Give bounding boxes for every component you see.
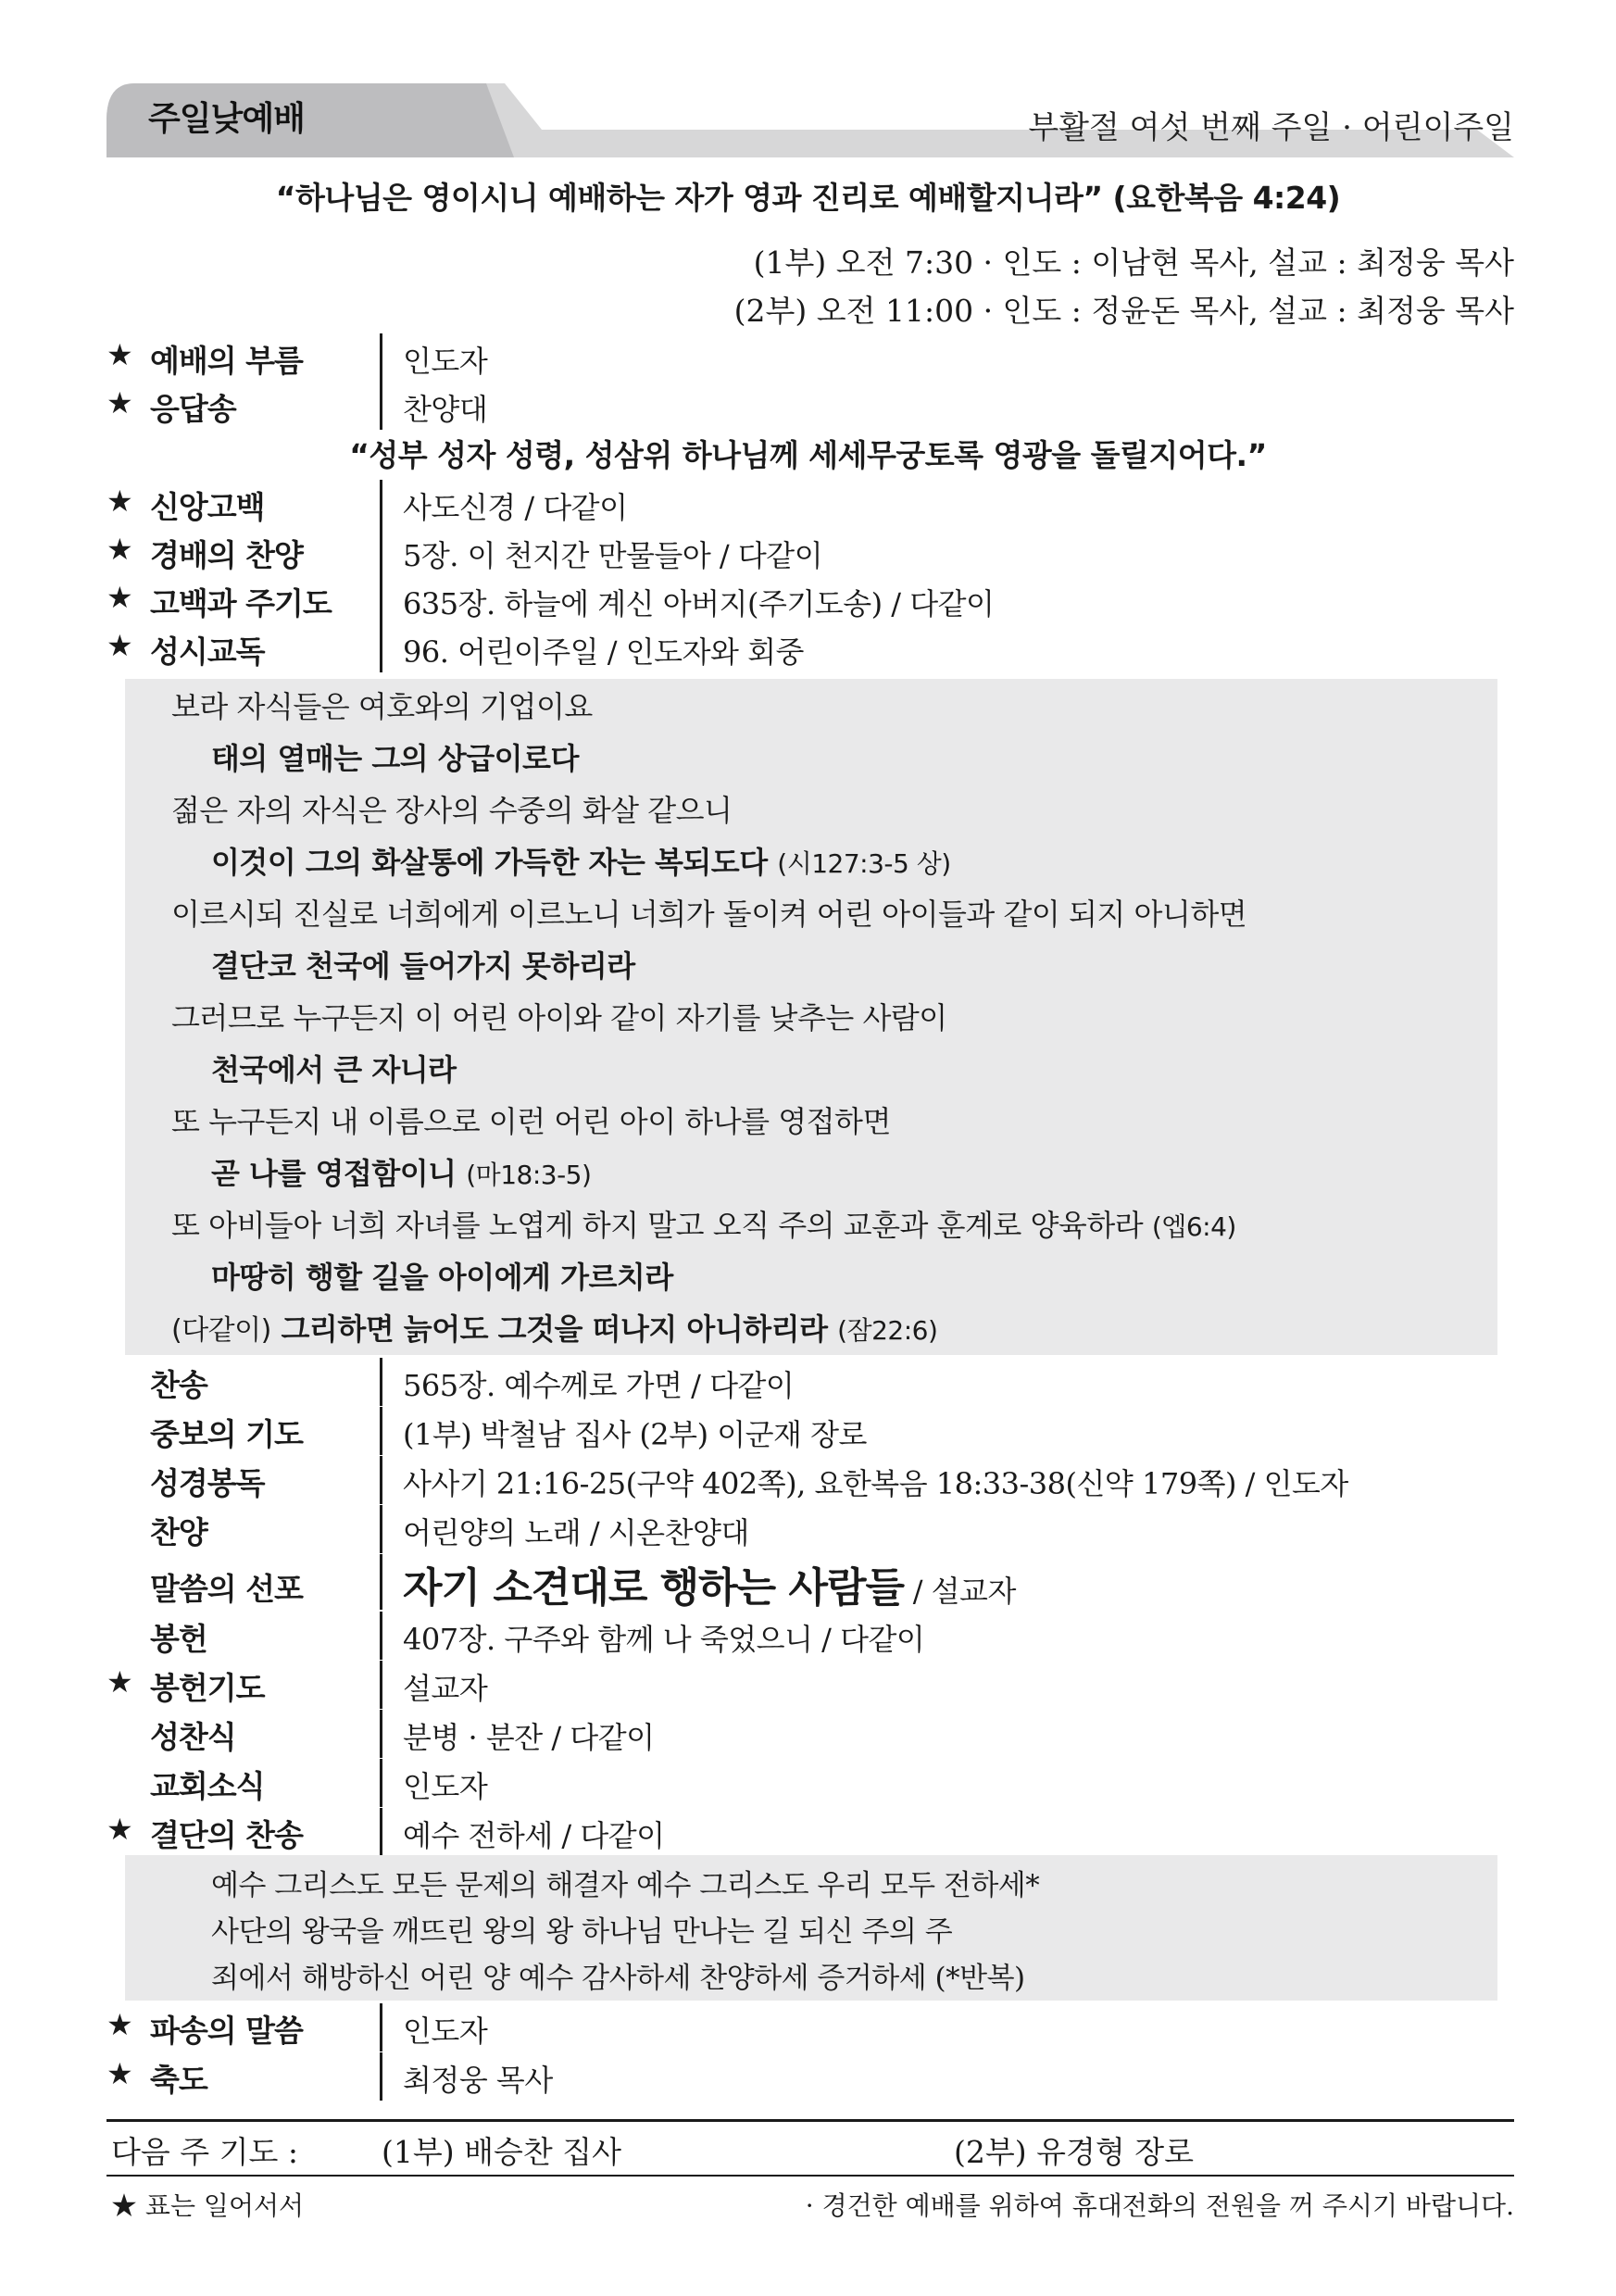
order-name: 축도	[150, 2062, 207, 2098]
order-content: 인도자	[403, 1769, 488, 1804]
divider	[380, 528, 382, 576]
order-content: 인도자	[403, 2014, 488, 2049]
order-name: 찬송	[150, 1367, 207, 1403]
reading-line-response: 마땅히 행할 길을 아이에게 가르치라	[211, 1260, 673, 1295]
order-name: 봉헌기도	[150, 1670, 265, 1706]
order-name: 성경봉독	[150, 1465, 265, 1501]
reading-line-response: 태의 열매는 그의 상급이로다	[211, 741, 579, 776]
hymn-line: 죄에서 해방하신 어린 양 예수 감사하세 찬양하세 증거하세 (*반복)	[211, 1962, 1025, 1995]
reading-text: 그리하면 늙어도 그것을 떠나지 아니하리라	[281, 1311, 828, 1347]
order-content: 565장. 예수께로 가면 / 다같이	[403, 1368, 795, 1403]
order-content: 어린양의 노래 / 시온찬양대	[403, 1515, 749, 1550]
next-prayer-1: (1부) 배승찬 집사	[382, 2134, 621, 2170]
sermon-preacher: / 설교자	[904, 1574, 1016, 1609]
reading-line-response: 결단코 천국에 들어가지 못하리라	[211, 948, 635, 984]
order-content: 96. 어린이주일 / 인도자와 회중	[403, 634, 804, 670]
order-name: 응답송	[150, 391, 236, 427]
star-icon: ★	[106, 580, 133, 615]
divider	[380, 2003, 382, 2051]
divider	[380, 576, 382, 624]
reading-line-response	[211, 839, 951, 882]
order-row	[106, 480, 1514, 526]
next-prayer-label: 다음 주 기도 :	[111, 2134, 298, 2170]
star-icon: ★	[106, 2056, 133, 2091]
reading-line-response	[211, 1150, 591, 1193]
order-content: 찬양대	[403, 392, 488, 427]
order-row	[106, 2003, 1514, 2050]
reading-text: 이것이 그의 화살통에 가득한 자는 복되도다	[211, 845, 768, 880]
order-row	[106, 333, 1514, 380]
scripture-reference: (마18:3-5)	[466, 1160, 592, 1190]
reading-line: 보라 자식들은 여호와의 기업이요	[171, 689, 593, 724]
order-name: 예배의 부름	[150, 343, 303, 379]
divider	[380, 1358, 382, 1406]
service-time-1: (1부) 오전 7:30 · 인도 : 이남현 목사, 설교 : 최정웅 목사	[753, 245, 1514, 281]
order-row	[106, 1808, 1514, 1854]
reading-text: 곧 나를 영접함이니	[211, 1156, 457, 1191]
order-row	[106, 1612, 1514, 1658]
next-prayer-2: (2부) 유경형 장로	[954, 2134, 1194, 2170]
order-row	[106, 2052, 1514, 2099]
order-row	[106, 528, 1514, 574]
order-row	[106, 382, 1514, 428]
reading-line: 또 누구든지 내 이름으로 이런 어린 아이 하나를 영접하면	[171, 1104, 891, 1139]
divider	[380, 480, 382, 528]
divider	[380, 1759, 382, 1807]
order-name: 찬양	[150, 1514, 207, 1550]
star-icon: ★	[106, 628, 133, 663]
service-time-2: (2부) 오전 11:00 · 인도 : 정윤돈 목사, 설교 : 최정웅 목사	[733, 293, 1514, 329]
order-row	[106, 1456, 1514, 1502]
order-row	[106, 576, 1514, 622]
order-content: 인도자	[403, 344, 488, 379]
order-content: 사도신경 / 다같이	[403, 490, 628, 525]
order-name: 교회소식	[150, 1768, 265, 1804]
divider	[380, 1407, 382, 1455]
order-row	[106, 1759, 1514, 1805]
order-name: 성시교독	[150, 634, 265, 670]
reading-line: 이르시되 진실로 너희에게 이르노니 너희가 돌이켜 어린 아이들과 같이 되지 아니하면	[171, 897, 1247, 932]
divider	[380, 1554, 382, 1610]
order-row	[106, 1358, 1514, 1404]
divider	[380, 624, 382, 672]
order-content: 635장. 하늘에 계신 아버지(주기도송) / 다같이	[403, 586, 995, 621]
reading-text: 또 아비들아 너희 자녀를 노엽게 하지 말고 오직 주의 교훈과 훈계로 양육하라	[171, 1208, 1144, 1243]
reading-lead: (다같이)	[171, 1314, 271, 1347]
order-row	[106, 1661, 1514, 1707]
footer-top-rule	[106, 2119, 1514, 2122]
order-content: 사사기 21:16-25(구약 402쪽), 요한복음 18:33-38(신약 179쪽) / 인도자	[403, 1466, 1348, 1501]
star-icon: ★	[106, 385, 133, 420]
reading-line: 젊은 자의 자식은 장사의 수중의 화살 같으니	[171, 793, 733, 828]
order-content: 407장. 구주와 함께 나 죽었으니 / 다같이	[403, 1622, 925, 1657]
order-content: 분병 · 분잔 / 다같이	[403, 1720, 655, 1755]
star-icon: ★	[106, 337, 133, 372]
divider	[380, 1456, 382, 1504]
order-row	[106, 1710, 1514, 1756]
order-content: 최정웅 목사	[403, 2063, 553, 2098]
doxology: “성부 성자 성령, 성삼위 하나님께 세세무궁토록 영광을 돌릴지어다.”	[349, 437, 1267, 473]
star-icon: ★	[106, 1664, 133, 1700]
reading-line-response	[171, 1306, 937, 1349]
order-name: 성찬식	[150, 1719, 236, 1755]
order-name: 신앙고백	[150, 489, 265, 525]
main-verse: “하나님은 영이시니 예배하는 자가 영과 진리로 예배할지니라” (요한복음 4:24)	[275, 180, 1341, 216]
footer-bottom-rule	[106, 2175, 1514, 2177]
order-row	[106, 624, 1514, 671]
hymn-line: 사단의 왕국을 깨뜨린 왕의 왕 하나님 만나는 길 되신 주의 주	[211, 1915, 953, 1949]
reading-line	[171, 1202, 1236, 1245]
divider	[380, 1710, 382, 1758]
order-row	[106, 1505, 1514, 1551]
sermon-content	[403, 1554, 1016, 1613]
divider	[380, 382, 382, 430]
header-subtitle: 부활절 여섯 번째 주일 · 어린이주일	[1028, 109, 1514, 146]
order-name: 파송의 말씀	[150, 2013, 303, 2049]
star-icon: ★	[106, 2007, 133, 2042]
scripture-reference: (시127:3-5 상)	[777, 848, 951, 879]
divider	[380, 333, 382, 382]
order-content: 예수 전하세 / 다같이	[403, 1818, 665, 1853]
order-name: 고백과 주기도	[150, 585, 332, 621]
divider	[380, 1661, 382, 1709]
divider	[380, 1612, 382, 1660]
order-content: (1부) 박철남 집사 (2부) 이군재 장로	[403, 1417, 867, 1452]
stand-note: ★ 표는 일어서서	[111, 2190, 305, 2221]
star-icon: ★	[106, 483, 133, 519]
divider	[380, 2052, 382, 2101]
star-icon: ★	[106, 532, 133, 567]
order-name: 중보의 기도	[150, 1416, 303, 1452]
scripture-reference: (엡6:4)	[1151, 1211, 1236, 1242]
order-row-sermon	[106, 1554, 1514, 1610]
order-content: 5장. 이 천지간 만물들아 / 다같이	[403, 538, 823, 573]
star-icon: ★	[106, 1812, 133, 1847]
order-name: 경배의 찬양	[150, 537, 303, 573]
scripture-reference: (잠22:6)	[837, 1315, 938, 1346]
order-name: 말씀의 선포	[150, 1571, 303, 1607]
reading-line: 그러므로 누구든지 이 어린 아이와 같이 자기를 낮추는 사람이	[171, 1000, 947, 1035]
order-name: 결단의 찬송	[150, 1817, 303, 1853]
divider	[380, 1808, 382, 1856]
order-content: 설교자	[403, 1671, 488, 1706]
order-row	[106, 1407, 1514, 1453]
phone-note: · 경건한 예배를 위하여 휴대전화의 전원을 꺼 주시기 바랍니다.	[805, 2190, 1514, 2221]
order-name: 봉헌	[150, 1621, 207, 1657]
sermon-title: 자기 소견대로 행하는 사람들	[403, 1564, 905, 1612]
hymn-line: 예수 그리스도 모든 문제의 해결자 예수 그리스도 우리 모두 전하세*	[211, 1869, 1040, 1902]
reading-line-response: 천국에서 큰 자니라	[211, 1052, 457, 1087]
header-title: 주일낮예배	[148, 100, 305, 138]
divider	[380, 1505, 382, 1553]
